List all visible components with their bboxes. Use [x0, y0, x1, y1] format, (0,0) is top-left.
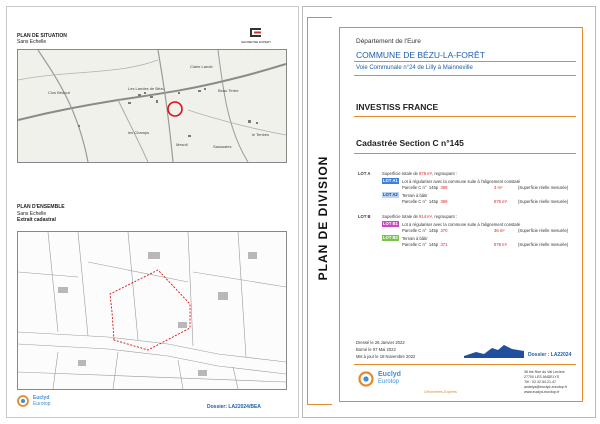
- euclyd-logo-icon: [17, 395, 29, 407]
- situation-title: PLAN DE SITUATION: [17, 33, 67, 39]
- divider: [354, 364, 576, 365]
- map-label-claire-lande: Claire Lande: [190, 64, 213, 69]
- lot-a2-note: (Superficie réelle mesurée): [518, 199, 569, 204]
- lot-b-label: LOT B: [358, 214, 371, 219]
- map-label-tenbes: le Tenbes: [252, 132, 270, 137]
- lot-a2-parcel: Parcelle C n° 145p 369: [402, 199, 448, 204]
- map-label-beau-tertre: Beau Tertre: [218, 88, 239, 93]
- department: Département de l'Eure: [356, 38, 421, 45]
- cadastre: Cadastrée Section C n°145: [356, 138, 464, 148]
- divider: [354, 116, 576, 117]
- map-label-saussaies: Saussaies: [213, 144, 232, 149]
- brand-name-left: Euclyd: [33, 395, 50, 401]
- lot-b1-surface: 36 m²: [494, 228, 505, 233]
- map-label-les-champs: les Champs: [128, 130, 150, 135]
- divider: [354, 61, 576, 62]
- owner: INVESTISS FRANCE: [356, 102, 439, 112]
- map-label-clos-bedout: Clos Bédout: [48, 90, 70, 95]
- lot-b2-note: (Superficie réelle mesurée): [518, 242, 569, 247]
- address-line-5: www.euclyd-eurotop.fr: [524, 390, 560, 394]
- geometre-logo: [241, 27, 271, 47]
- brand-tagline: Géomètres-Experts: [424, 390, 457, 394]
- address-line-3: Tél : 02.32.54.21.47: [524, 380, 556, 384]
- right-sheet: [302, 6, 596, 418]
- commune: COMMUNE DE BÉZU-LA-FORÊT: [356, 50, 485, 60]
- lot-a-summary: Superficie totale de 878 m², regroupant :: [382, 171, 457, 176]
- dossier-right: Dossier : LA22024: [528, 352, 572, 358]
- situation-map: [17, 49, 287, 163]
- landscape-icon: [464, 342, 524, 358]
- left-sheet: [6, 6, 299, 418]
- lot-b1-note: (Superficie réelle mesurée): [518, 228, 569, 233]
- ensemble-title: PLAN D'ENSEMBLE: [17, 204, 65, 210]
- lot-a1-note: (Superficie réelle mesurée): [518, 185, 569, 190]
- lot-b2-parcel: Parcelle C n° 145p 371: [402, 242, 448, 247]
- lot-b2-desc: Terrain à bâtir: [402, 236, 428, 241]
- lot-b1-parcel: Parcelle C n° 145p 370: [402, 228, 448, 233]
- lot-a2-desc: Terrain à bâtir: [402, 193, 428, 198]
- dossier-left: Dossier: LA22024/BEA: [207, 404, 261, 410]
- brand-name-right: Euclyd: [378, 371, 401, 378]
- lot-b1-desc: Lot à régulariser avec la commune suite à l'alignement constaté: [402, 222, 521, 227]
- divider: [354, 75, 576, 76]
- ensemble-scale: Sans Echelle: [17, 211, 47, 217]
- brand-sub-right: Eurotop: [378, 379, 400, 385]
- map-label-landes: Les Landes de Bézu: [128, 86, 165, 91]
- vertical-title: PLAN DE DIVISION: [316, 155, 330, 281]
- date-updated: Mis à jour le 18 Novembre 2022: [356, 354, 416, 359]
- lot-a1-surface: 3 m²: [494, 185, 503, 190]
- date-drawn: Dressé le 26 Janvier 2022: [356, 340, 405, 345]
- address-line-4: andelys@euclyd-eurotop.fr: [524, 385, 568, 389]
- geometre-logo-text: GEOMETRE EXPERT: [241, 40, 271, 44]
- lot-b2-tag: LOT B2: [383, 235, 398, 240]
- divider: [354, 153, 576, 154]
- lot-a-label: LOT A: [358, 171, 371, 176]
- address-line-2: 27700 LES ANDELYS: [524, 375, 560, 379]
- voie: Voie Communale n°24 de Lilly à Mainneville: [356, 65, 473, 71]
- lot-a1-parcel: Parcelle C n° 145p 368: [402, 185, 448, 190]
- ensemble-subtitle: Extrait cadastral: [17, 217, 56, 223]
- lot-a2-surface: 875 m²: [494, 199, 508, 204]
- lot-a1-tag: LOT A1: [383, 178, 398, 183]
- title-frame: [339, 27, 583, 402]
- euclyd-logo-icon: [358, 371, 374, 387]
- lot-b-summary: Superficie totale de 914 m², regroupant :: [382, 214, 457, 219]
- lot-a1-desc: Lot à régulariser avec la commune suite à l'alignement constaté: [402, 179, 521, 184]
- address-line-1: 36 bis Rue du Val Leclerc: [524, 370, 565, 374]
- date-bounded: Borné le 07 Mai 2022: [356, 347, 396, 352]
- lot-b1-tag: LOT B1: [383, 221, 398, 226]
- lot-b2-surface: 878 m²: [494, 242, 508, 247]
- map-label-mesnil: Mesnil: [176, 142, 188, 147]
- cadastral-map: [17, 231, 287, 390]
- brand-sub-left: Eurotop: [33, 401, 51, 407]
- brand-logo-left: [17, 394, 77, 410]
- situation-scale: Sans Echelle: [17, 39, 47, 45]
- lot-a2-tag: LOT A2: [383, 192, 398, 197]
- title-strip: [307, 17, 332, 405]
